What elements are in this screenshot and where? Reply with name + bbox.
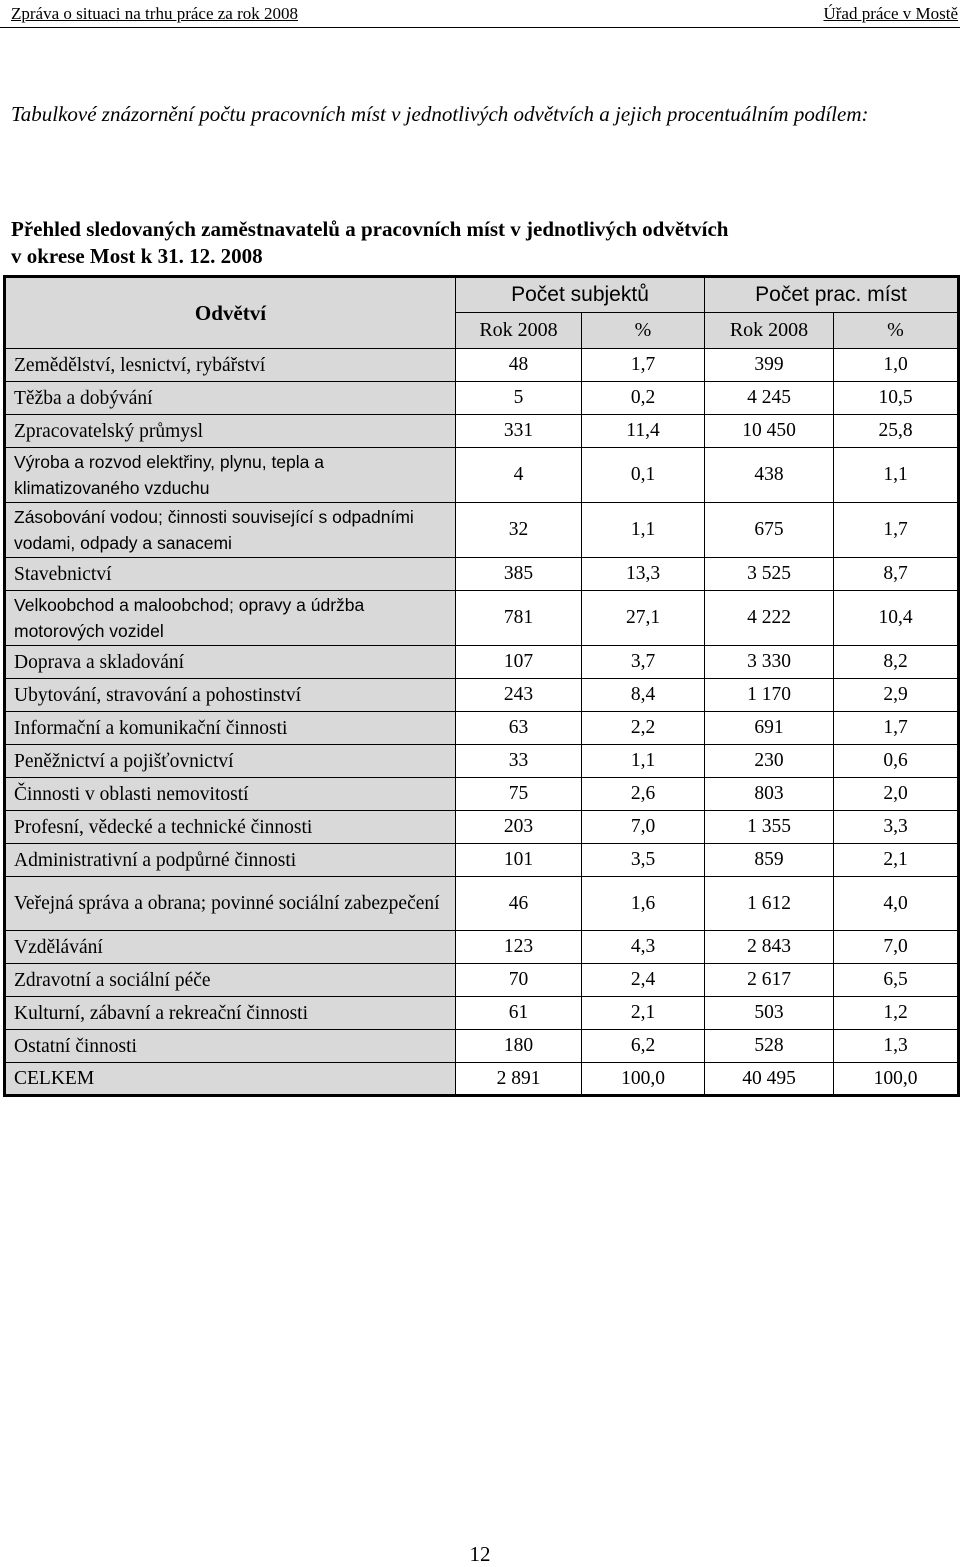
subjects-pct-cell: 2,4: [582, 964, 705, 997]
jobs-cell: 1 170: [705, 679, 834, 712]
subjects-cell: 4: [456, 448, 582, 503]
subjects-pct-cell: 2,2: [582, 712, 705, 745]
subjects-cell: 5: [456, 382, 582, 415]
sector-name-cell: Velkoobchod a maloobchod; opravy a údržba motorových vozidel: [5, 591, 456, 646]
jobs-pct-cell: 0,6: [834, 745, 959, 778]
sector-name-cell: Těžba a dobývání: [5, 382, 456, 415]
column-header-subjects-pct: %: [582, 313, 705, 349]
sector-name-cell: Vzdělávání: [5, 931, 456, 964]
column-header-jobs-year: Rok 2008: [705, 313, 834, 349]
subjects-pct-cell: 1,6: [582, 877, 705, 931]
subjects-cell: 46: [456, 877, 582, 931]
jobs-cell: 1 612: [705, 877, 834, 931]
sector-name-cell: Zpracovatelský průmysl: [5, 415, 456, 448]
jobs-pct-cell: 8,7: [834, 558, 959, 591]
table-row: [5, 811, 959, 844]
column-group-jobs: Počet prac. míst: [705, 277, 959, 313]
jobs-cell: 2 617: [705, 964, 834, 997]
subjects-cell: 48: [456, 349, 582, 382]
subjects-pct-cell: 3,7: [582, 646, 705, 679]
table-row: [5, 646, 959, 679]
total-subjects-cell: 2 891: [456, 1063, 582, 1096]
table-row: [5, 712, 959, 745]
sector-name-cell: Doprava a skladování: [5, 646, 456, 679]
jobs-pct-cell: 1,0: [834, 349, 959, 382]
subjects-pct-cell: 4,3: [582, 931, 705, 964]
table-row: [5, 1030, 959, 1063]
subjects-cell: 33: [456, 745, 582, 778]
table-total-row: [5, 1063, 959, 1096]
jobs-pct-cell: 25,8: [834, 415, 959, 448]
table-row: [5, 382, 959, 415]
total-jobs-pct-cell: 100,0: [834, 1063, 959, 1096]
table-title-line1: Přehled sledovaných zaměstnavatelů a pracovních míst v jednotlivých odvětvích: [11, 217, 729, 241]
subjects-cell: 61: [456, 997, 582, 1030]
subjects-pct-cell: 3,5: [582, 844, 705, 877]
column-header-subjects-year: Rok 2008: [456, 313, 582, 349]
sector-name-cell: Ostatní činnosti: [5, 1030, 456, 1063]
jobs-pct-cell: 2,9: [834, 679, 959, 712]
header-rule: [0, 27, 960, 28]
jobs-cell: 399: [705, 349, 834, 382]
jobs-cell: 3 330: [705, 646, 834, 679]
subjects-pct-cell: 13,3: [582, 558, 705, 591]
table-title-line2: v okrese Most k 31. 12. 2008: [11, 244, 263, 268]
subjects-cell: 243: [456, 679, 582, 712]
sector-name-cell: Zemědělství, lesnictví, rybářství: [5, 349, 456, 382]
column-header-jobs-pct: %: [834, 313, 959, 349]
sector-name-cell: Profesní, vědecké a technické činnosti: [5, 811, 456, 844]
subjects-pct-cell: 1,7: [582, 349, 705, 382]
subjects-cell: 75: [456, 778, 582, 811]
jobs-pct-cell: 1,2: [834, 997, 959, 1030]
jobs-cell: 230: [705, 745, 834, 778]
subjects-pct-cell: 11,4: [582, 415, 705, 448]
table-row: [5, 745, 959, 778]
subjects-pct-cell: 8,4: [582, 679, 705, 712]
subjects-cell: 180: [456, 1030, 582, 1063]
jobs-pct-cell: 2,0: [834, 778, 959, 811]
subjects-pct-cell: 27,1: [582, 591, 705, 646]
jobs-pct-cell: 6,5: [834, 964, 959, 997]
subjects-cell: 107: [456, 646, 582, 679]
column-header-sector: Odvětví: [5, 277, 456, 349]
jobs-pct-cell: 1,3: [834, 1030, 959, 1063]
table-row: [5, 558, 959, 591]
total-label-cell: CELKEM: [5, 1063, 456, 1096]
jobs-cell: 438: [705, 448, 834, 503]
column-group-subjects: Počet subjektů: [456, 277, 705, 313]
jobs-cell: 503: [705, 997, 834, 1030]
subjects-cell: 781: [456, 591, 582, 646]
subjects-pct-cell: 6,2: [582, 1030, 705, 1063]
jobs-pct-cell: 4,0: [834, 877, 959, 931]
jobs-cell: 803: [705, 778, 834, 811]
table-row: [5, 931, 959, 964]
table-row: [5, 877, 959, 931]
table-row: [5, 503, 959, 558]
sector-name-cell: Administrativní a podpůrné činnosti: [5, 844, 456, 877]
subjects-pct-cell: 0,1: [582, 448, 705, 503]
jobs-pct-cell: 10,5: [834, 382, 959, 415]
subjects-cell: 203: [456, 811, 582, 844]
jobs-cell: 528: [705, 1030, 834, 1063]
jobs-cell: 2 843: [705, 931, 834, 964]
subjects-pct-cell: 0,2: [582, 382, 705, 415]
table-row: [5, 349, 959, 382]
subjects-cell: 63: [456, 712, 582, 745]
subjects-cell: 101: [456, 844, 582, 877]
subjects-pct-cell: 2,6: [582, 778, 705, 811]
sector-name-cell: Peněžnictví a pojišťovnictví: [5, 745, 456, 778]
total-jobs-cell: 40 495: [705, 1063, 834, 1096]
intro-text: Tabulkové znázornění počtu pracovních míst v jednotlivých odvětvích a jejich procentuálním podílem:: [11, 102, 869, 126]
sector-name-cell: Veřejná správa a obrana; povinné sociální zabezpečení: [5, 877, 456, 931]
jobs-pct-cell: 7,0: [834, 931, 959, 964]
subjects-pct-cell: 1,1: [582, 745, 705, 778]
jobs-cell: 691: [705, 712, 834, 745]
subjects-cell: 32: [456, 503, 582, 558]
employment-table: [3, 275, 960, 1097]
jobs-pct-cell: 1,1: [834, 448, 959, 503]
jobs-cell: 3 525: [705, 558, 834, 591]
sector-name-cell: Výroba a rozvod elektřiny, plynu, tepla a klimatizovaného vzduchu: [5, 448, 456, 503]
jobs-pct-cell: 8,2: [834, 646, 959, 679]
jobs-pct-cell: 10,4: [834, 591, 959, 646]
sector-name-cell: Informační a komunikační činnosti: [5, 712, 456, 745]
jobs-cell: 10 450: [705, 415, 834, 448]
jobs-pct-cell: 3,3: [834, 811, 959, 844]
jobs-pct-cell: 2,1: [834, 844, 959, 877]
subjects-cell: 123: [456, 931, 582, 964]
jobs-pct-cell: 1,7: [834, 712, 959, 745]
sector-name-cell: Ubytování, stravování a pohostinství: [5, 679, 456, 712]
jobs-cell: 675: [705, 503, 834, 558]
sector-name-cell: Zásobování vodou; činnosti související s odpadními vodami, odpady a sanacemi: [5, 503, 456, 558]
sector-name-cell: Činnosti v oblasti nemovitostí: [5, 778, 456, 811]
subjects-pct-cell: 7,0: [582, 811, 705, 844]
jobs-pct-cell: 1,7: [834, 503, 959, 558]
jobs-cell: 4 222: [705, 591, 834, 646]
table-row: [5, 448, 959, 503]
sector-name-cell: Stavebnictví: [5, 558, 456, 591]
subjects-pct-cell: 2,1: [582, 997, 705, 1030]
table-row: [5, 679, 959, 712]
page-number: 12: [469, 1542, 491, 1566]
sector-name-cell: Kulturní, zábavní a rekreační činnosti: [5, 997, 456, 1030]
table-row: [5, 415, 959, 448]
subjects-cell: 70: [456, 964, 582, 997]
header-office-name: Úřad práce v Mostě: [823, 4, 958, 23]
table-row: [5, 591, 959, 646]
total-subjects-pct-cell: 100,0: [582, 1063, 705, 1096]
table-body: [5, 349, 959, 1096]
table-row: [5, 778, 959, 811]
jobs-cell: 1 355: [705, 811, 834, 844]
table-row: [5, 844, 959, 877]
table-row: [5, 964, 959, 997]
subjects-cell: 385: [456, 558, 582, 591]
table-title: [11, 216, 941, 270]
subjects-pct-cell: 1,1: [582, 503, 705, 558]
jobs-cell: 859: [705, 844, 834, 877]
sector-name-cell: Zdravotní a sociální péče: [5, 964, 456, 997]
jobs-cell: 4 245: [705, 382, 834, 415]
subjects-cell: 331: [456, 415, 582, 448]
header-report-title: Zpráva o situaci na trhu práce za rok 2008: [11, 4, 298, 23]
table-row: [5, 997, 959, 1030]
